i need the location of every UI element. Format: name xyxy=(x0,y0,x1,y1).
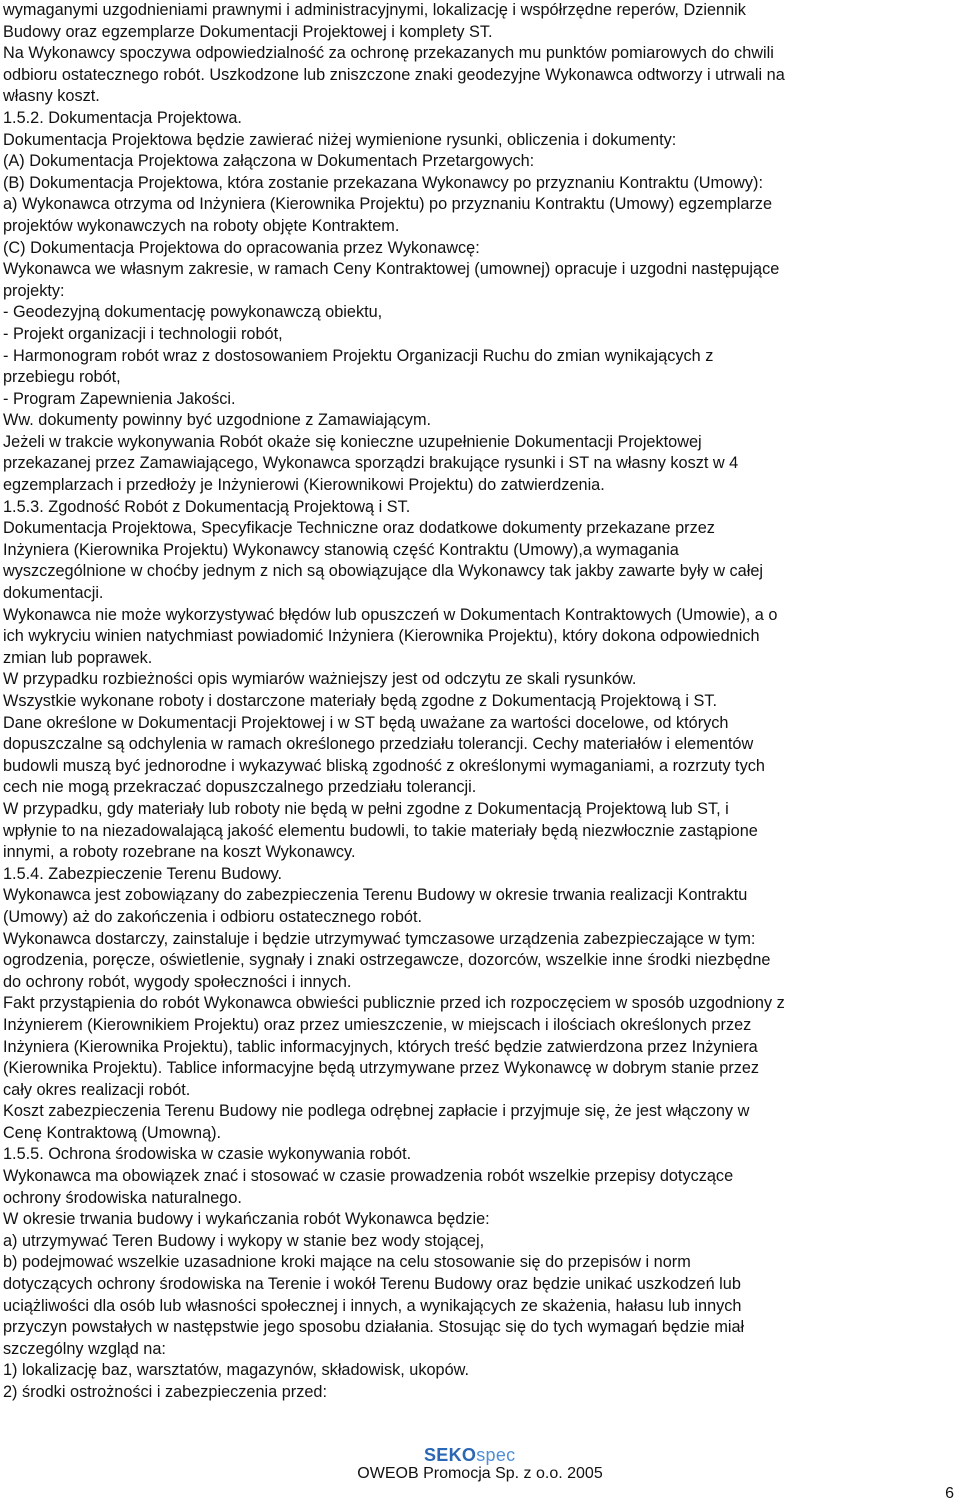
text-line: Wszystkie wykonane roboty i dostarczone materiały będą zgodne z Dokumentacją Projektową i ST. xyxy=(3,692,717,710)
text-line: 2) środki ostrożności i zabezpieczenia przed: xyxy=(3,1383,327,1401)
text-line: 1.5.5. Ochrona środowiska w czasie wykonywania robót. xyxy=(3,1145,412,1164)
text-line: Na Wykonawcy spoczywa odpowiedzialność za ochronę przekazanych mu punktów pomiarowych do chwili xyxy=(3,44,774,63)
text-line: Inżyniera (Kierownika Projektu) Wykonawcy stanowią część Kontraktu (Umowy),a wymagania xyxy=(3,540,679,559)
sekospec-logo xyxy=(424,1445,515,1466)
logo-spec-text: spec xyxy=(476,1445,516,1465)
logo-seko-text: SEKO xyxy=(424,1445,477,1465)
text-line: do ochrony robót, wygody społeczności i innych. xyxy=(3,972,352,991)
text-line: Budowy oraz egzemplarze Dokumentacji Projektowej i komplety ST. xyxy=(3,22,493,41)
text-line: cech nie mogą przekraczać dopuszczalnego przedziału tolerancji. xyxy=(3,778,477,797)
text-line: przekazanej przez Zamawiającego, Wykonawca sporządzi brakujące rysunki i ST na własny koszt w 4 xyxy=(3,454,739,473)
document-body xyxy=(3,0,953,1404)
text-line: innymi, a roboty rozebrane na koszt Wykonawcy. xyxy=(3,843,356,862)
text-line: 1.5.2. Dokumentacja Projektowa. xyxy=(3,108,242,127)
text-line: (A) Dokumentacja Projektowa załączona w Dokumentach Przetargowych: xyxy=(3,152,535,171)
text-line: cały okres realizacji robót. xyxy=(3,1080,191,1099)
text-line: - Projekt organizacji i technologii robót, xyxy=(3,324,283,343)
text-line: szczególny wzgląd na: xyxy=(3,1339,166,1358)
text-line: 1) lokalizację baz, warsztatów, magazynów, składowisk, ukopów. xyxy=(3,1361,470,1380)
text-line: Inżyniera (Kierownika Projektu), tablic informacyjnych, których treść będzie zatwierdzona przez Inżyniera xyxy=(3,1037,758,1056)
text-line: b) podejmować wszelkie uzasadnione kroki mające na celu stosowanie się do przepisów i norm xyxy=(3,1253,691,1272)
text-line: Wykonawca we własnym zakresie, w ramach Ceny Kontraktowej (umownej) opracuje i uzgodni następujące xyxy=(3,260,780,279)
text-line: a) utrzymywać Teren Budowy i wykopy w stanie bez wody stojącej, xyxy=(3,1231,485,1250)
text-line: projekty: xyxy=(3,281,65,300)
text-line: Wykonawca nie może wykorzystywać błędów lub opuszczeń w Dokumentach Kontraktowych (Umowie), a o xyxy=(3,605,778,624)
text-line: budowli muszą być jednorodne i wykazywać bliską zgodność z określonymi wymaganiami, a rozrzuty tych xyxy=(3,756,765,775)
text-line: - Geodezyjną dokumentację powykonawczą obiektu, xyxy=(3,303,383,322)
text-line: Ww. dokumenty powinny być uzgodnione z Zamawiającym. xyxy=(3,411,432,430)
text-line: Wykonawca jest zobowiązany do zabezpieczenia Terenu Budowy w okresie trwania realizacji Kontraktu xyxy=(3,886,748,905)
text-line: Dokumentacja Projektowa, Specyfikacje Techniczne oraz dodatkowe dokumenty przekazane przez xyxy=(3,519,715,538)
text-line: wyszczególnione w choćby jednym z nich są obowiązujące dla Wykonawcy tak jakby zawarte były w całej xyxy=(3,562,763,581)
text-line: (Kierownika Projektu). Tablice informacyjne będą utrzymywane przez Wykonawcę w dobrym stanie przez xyxy=(3,1059,760,1078)
text-line: własny koszt. xyxy=(3,87,100,106)
text-line: ich wykryciu winien natychmiast powiadomić Inżyniera (Kierownika Projektu), który dokona odpowiednich xyxy=(3,627,760,646)
text-line: wymaganymi uzgodnieniami prawnymi i administracyjnymi, lokalizację i współrzędne reperów, Dziennik xyxy=(3,1,746,19)
text-line: W okresie trwania budowy i wykańczania robót Wykonawca będzie: xyxy=(3,1210,490,1229)
text-line: dopuszczalne są odchylenia w ramach określonego przedziału tolerancji. Cechy materiałów i elementów xyxy=(3,735,754,754)
text-line: 1.5.4. Zabezpieczenie Terenu Budowy. xyxy=(3,864,283,883)
text-line: (C) Dokumentacja Projektowa do opracowania przez Wykonawcę: xyxy=(3,238,480,257)
text-line: dotyczących ochrony środowiska na Terenie i wokół Terenu Budowy oraz będzie unikać uszkodzeń lub xyxy=(3,1275,741,1294)
text-line: wpłynie to na niezadowalającą jakość elementu budowli, to takie materiały będą niezwłocznie zastąpione xyxy=(3,821,758,840)
text-line: przyczyn powstałych w następstwie jego sposobu działania. Stosując się do tych wymagań będzie miał xyxy=(3,1318,745,1337)
page-footer xyxy=(0,1441,960,1502)
company-name: OWEOB Promocja Sp. z o.o. 2005 xyxy=(357,1465,603,1482)
text-line: uciążliwości dla osób lub własności społecznej i innych, a wynikających ze skażenia, hałasu lub innych xyxy=(3,1296,742,1315)
text-line: odbioru ostatecznego robót. Uszkodzone lub zniszczone znaki geodezyjne Wykonawca odtworzy i utrwali na xyxy=(3,65,785,84)
text-line: zmian lub poprawek. xyxy=(3,648,153,667)
text-line: Jeżeli w trakcie wykonywania Robót okaże się konieczne uzupełnienie Dokumentacji Projektowej xyxy=(3,432,702,451)
text-line: Dokumentacja Projektowa będzie zawierać niżej wymienione rysunki, obliczenia i dokumenty: xyxy=(3,130,677,149)
page-number: 6 xyxy=(945,1485,954,1502)
text-line: - Program Zapewnienia Jakości. xyxy=(3,389,236,408)
text-line: egzemplarzach i przedłoży je Inżynierowi (Kierownikowi Projektu) do zatwierdzenia. xyxy=(3,476,605,495)
text-line: ochrony środowiska naturalnego. xyxy=(3,1188,242,1207)
text-line: projektów wykonawczych na roboty objęte Kontraktem. xyxy=(3,216,400,235)
text-line: Wykonawca dostarczy, zainstaluje i będzie utrzymywać tymczasowe urządzenia zabezpieczające w tym: xyxy=(3,929,756,948)
text-line: przebiegu robót, xyxy=(3,368,121,387)
text-line: Koszt zabezpieczenia Terenu Budowy nie podlega odrębnej zapłacie i przyjmuje się, że jest włączony w xyxy=(3,1102,750,1121)
text-line: (B) Dokumentacja Projektowa, która zostanie przekazana Wykonawcy po przyznaniu Kontraktu (Umowy): xyxy=(3,173,763,192)
text-line: (Umowy) aż do zakończenia i odbioru ostatecznego robót. xyxy=(3,907,423,926)
text-line: - Harmonogram robót wraz z dostosowaniem Projektu Organizacji Ruchu do zmian wynikających z xyxy=(3,346,714,365)
text-line: Fakt przystąpienia do robót Wykonawca obwieści publicznie przed ich rozpoczęciem w sposób uzgodniony z xyxy=(3,994,785,1013)
text-line: Inżynierem (Kierownikiem Projektu) oraz przez umieszczenie, w miejscach i ilościach określonych przez xyxy=(3,1015,752,1034)
text-line: Dane określone w Dokumentacji Projektowej i w ST będą uważane za wartości docelowe, od których xyxy=(3,713,729,732)
text-line: Wykonawca ma obowiązek znać i stosować w czasie prowadzenia robót wszelkie przepisy dotyczące xyxy=(3,1167,734,1186)
text-line: a) Wykonawca otrzyma od Inżyniera (Kierownika Projektu) po przyznaniu Kontraktu (Umowy) egzemplarze xyxy=(3,195,772,214)
text-line: Cenę Kontraktową (Umowną). xyxy=(3,1123,222,1142)
text-line: W przypadku, gdy materiały lub roboty nie będą w pełni zgodne z Dokumentacją Projektową lub ST, i xyxy=(3,799,729,818)
text-line: dokumentacji. xyxy=(3,584,104,603)
text-line: ogrodzenia, poręcze, oświetlenie, sygnały i znaki ostrzegawcze, dozorców, wszelkie inne środki niezbędne xyxy=(3,951,771,970)
text-line: W przypadku rozbieżności opis wymiarów ważniejszy jest od odczytu ze skali rysunków. xyxy=(3,670,637,689)
text-line: 1.5.3. Zgodność Robót z Dokumentacją Projektową i ST. xyxy=(3,497,411,516)
